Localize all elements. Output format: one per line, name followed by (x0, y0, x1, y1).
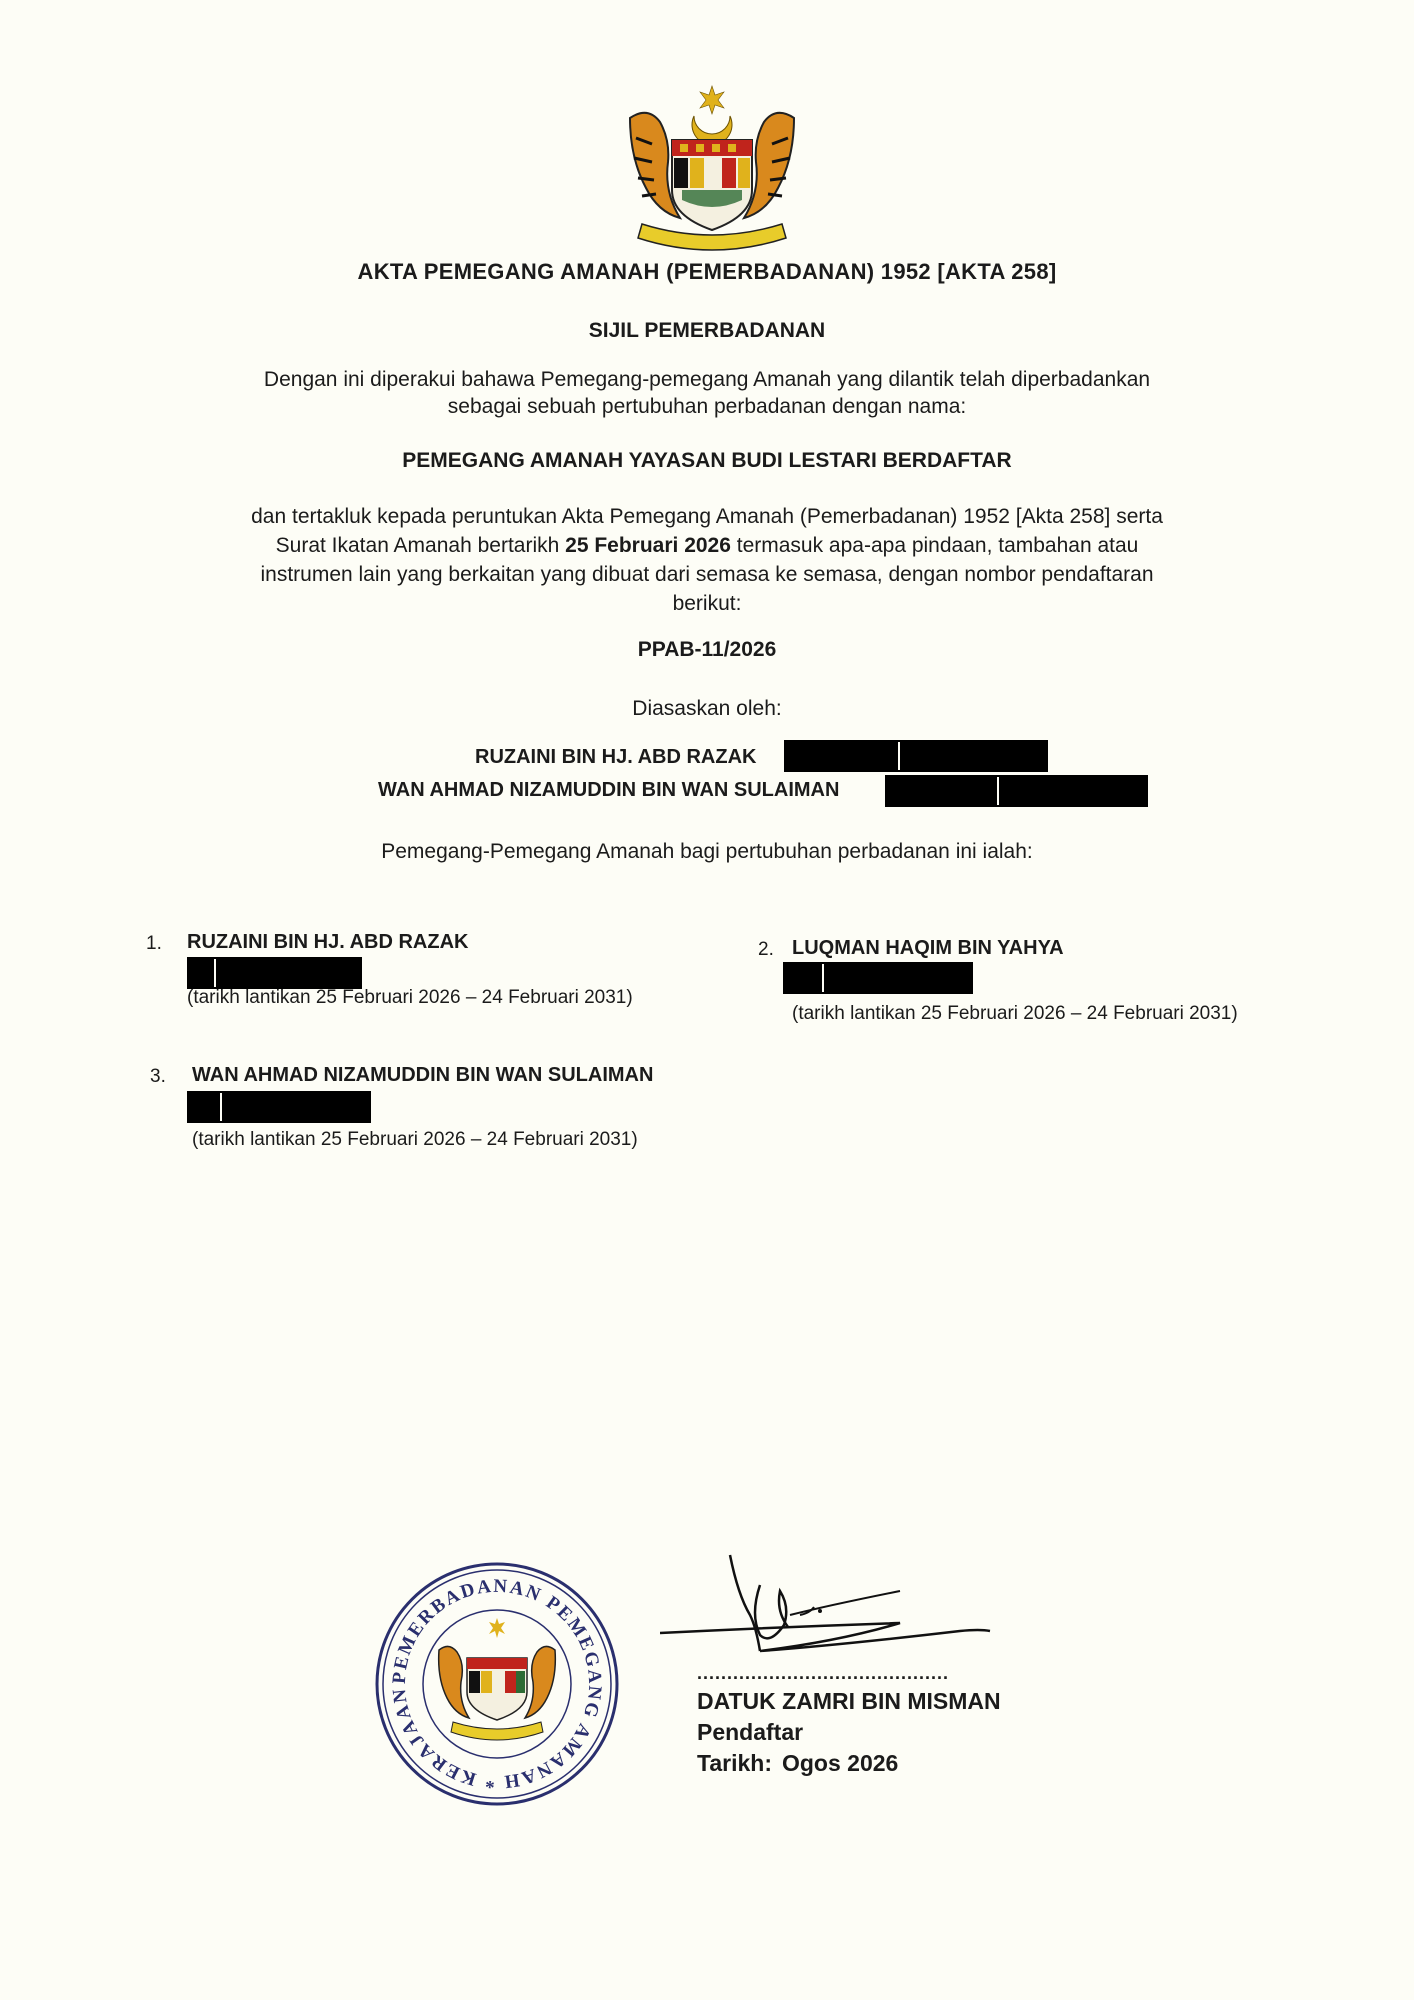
founder-2: WAN AHMAD NIZAMUDDIN BIN WAN SULAIMAN (378, 779, 840, 801)
clause-line-2-pre: Surat Ikatan Amanah bertarikh (275, 534, 566, 557)
clause-line-4: berikut: (672, 592, 742, 615)
signature-icon (660, 1545, 1020, 1675)
founded-by-label: Diasaskan oleh: (632, 697, 782, 720)
signatory-name: DATUK ZAMRI BIN MISMAN (697, 1688, 1001, 1714)
official-seal (373, 1560, 621, 1808)
intro-line-1: Dengan ini diperakui bahawa Pemegang-pemegang Amanah yang dilantik telah diperbadankan (263, 368, 1151, 391)
clause-line-1: dan tertakluk kepada peruntukan Akta Pemegang Amanah (Pemerbadanan) 1952 [Akta 258] serta (251, 505, 1163, 528)
trustee-2-term: (tarikh lantikan 25 Februari 2026 – 24 Februari 2031) (792, 1003, 1238, 1024)
redaction-block (784, 740, 1048, 772)
trustees-intro: Pemegang-Pemegang Amanah bagi pertubuhan perbadanan ini ialah: (381, 840, 1033, 863)
trustee-1-term: (tarikh lantikan 25 Februari 2026 – 24 Februari 2031) (187, 987, 633, 1008)
signature (660, 1545, 1020, 1675)
registration-number: PPAB-11/2026 (637, 638, 777, 661)
redaction-block (187, 957, 362, 989)
redaction-block (885, 775, 1148, 807)
trustee-3-term: (tarikh lantikan 25 Februari 2026 – 24 Februari 2031) (192, 1129, 638, 1150)
document-title: SIJIL PEMERBADANAN (588, 319, 826, 342)
founder-1: RUZAINI BIN HJ. ABD RAZAK (475, 746, 757, 768)
date-value: Ogos 2026 (781, 1750, 899, 1776)
trust-deed-date: 25 Februari 2026 (565, 534, 731, 557)
signature-dots: .......................................... (697, 1663, 950, 1683)
seal-icon (373, 1560, 621, 1808)
trustee-2-number: 2. (758, 939, 774, 960)
seal-text: PEMERBADANAN PEMEGANG AMANAH * KERAJAAN (388, 1575, 606, 1793)
clause-line-2-post: termasuk apa-apa pindaan, tambahan atau (730, 534, 1139, 557)
redaction-block (187, 1091, 371, 1123)
trustee-3-number: 3. (150, 1066, 166, 1087)
act-title: AKTA PEMEGANG AMANAH (PEMERBADANAN) 1952 [AKTA 258] (357, 259, 1057, 284)
clause-line-2 (0, 531, 1414, 560)
coat-of-arms-icon (612, 78, 812, 254)
intro-line-2: sebagai sebuah pertubuhan perbadanan dengan nama: (447, 395, 967, 418)
intro-text (0, 366, 1414, 420)
clause-line-3: instrumen lain yang berkaitan yang dibuat dari semasa ke semasa, dengan nombor pendaftaran (260, 563, 1154, 586)
redaction-block (783, 962, 973, 994)
trustee-1-name: RUZAINI BIN HJ. ABD RAZAK (187, 931, 469, 953)
trustee-3-name: WAN AHMAD NIZAMUDDIN BIN WAN SULAIMAN (192, 1064, 654, 1086)
clause-text (0, 502, 1414, 618)
trustee-1-number: 1. (146, 933, 162, 954)
date-label: Tarikh: (697, 1750, 772, 1776)
organisation-name: PEMEGANG AMANAH YAYASAN BUDI LESTARI BERDAFTAR (402, 449, 1012, 472)
signatory-title: Pendaftar (697, 1719, 804, 1745)
trustee-2-name: LUQMAN HAQIM BIN YAHYA (792, 937, 1064, 959)
signatory-date (697, 1750, 898, 1777)
coat-of-arms (612, 78, 812, 254)
